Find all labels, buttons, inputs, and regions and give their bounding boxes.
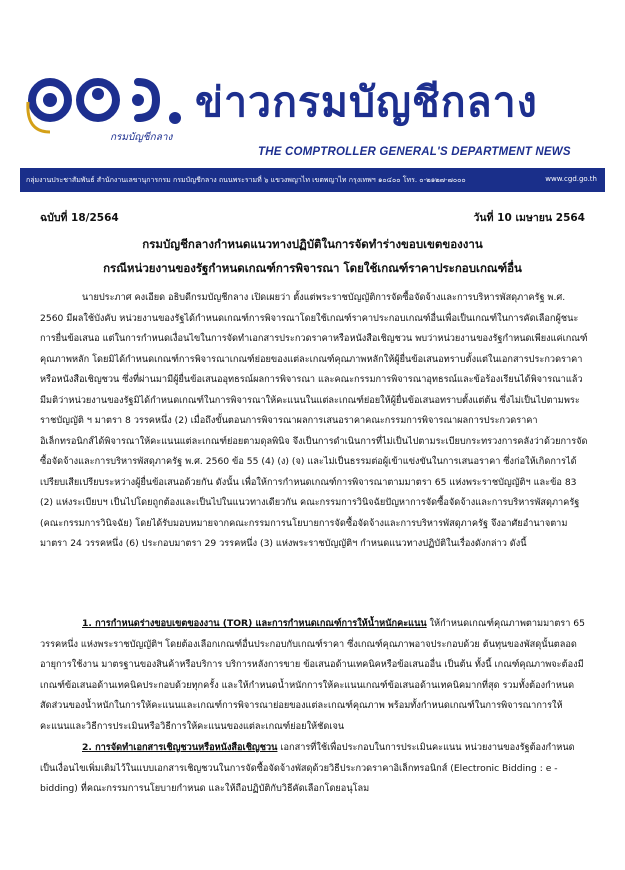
body-paragraph-3 — [40, 738, 588, 800]
issue-date: วันที่ 10 เมษายน 2564 — [473, 212, 585, 224]
anniversary-emblem-icon — [20, 60, 190, 140]
department-logo — [20, 60, 190, 160]
paragraph-text — [40, 614, 588, 737]
masthead-tagline: THE COMPTROLLER GENERAL'S DEPARTMENT NEWS — [258, 146, 571, 158]
headline-line-1: กรมบัญชีกลางกำหนดแนวทางปฏิบัติในการจัดทำร่างขอบเขตของงาน — [142, 237, 483, 251]
contact-band — [20, 168, 605, 192]
paragraph-text — [40, 738, 588, 800]
logo-subtitle: กรมบัญชีกลาง — [110, 132, 173, 143]
section-text: เอกสารที่ใช้เพื่อประกอบในการประเมินคะแนน หน่วยงานของรัฐต้องกำหนดเป็นเงื่อนไขเพิ่มเติมไว้ในแบบเอกสารเชิญชวนในการจัดซื้อจัดจ้างพัสดุด้วยวิธีประกวดราคาอิเล็กทรอนิกส์ (Electronic Bidding : e - bidding) ที่คณะกรรมการนโยบายกำหนด และให้ถือปฏิบัติกับวิธีคัดเลือกโดยอนุโลม — [40, 742, 575, 794]
contact-address: กลุ่มงานประชาสัมพันธ์ สำนักงานเลขานุการกรม กรมบัญชีกลาง ถนนพระรามที่ ๖ แขวงพญาไท เขตพญาไท กรุงเทพฯ ๑๐๔๐๐ โทร. ๐-๒๑๒๗-๗๐๐๐ — [26, 176, 466, 184]
headline-line-2: กรณีหน่วยงานของรัฐกำหนดเกณฑ์การพิจารณา โดยใช้เกณฑ์ราคาประกอบเกณฑ์อื่น — [103, 261, 522, 275]
section-heading: 2. การจัดทำเอกสารเชิญชวนหรือหนังสือเชิญชวน — [82, 742, 278, 753]
masthead-title: ข่าวกรมบัญชีกลาง — [195, 78, 538, 126]
section-heading: 1. การกำหนดร่างขอบเขตของงาน (TOR) และการกำหนดเกณฑ์การให้น้ำหนักคะแนน — [82, 618, 427, 629]
website-link[interactable]: www.cgd.go.th — [545, 175, 597, 183]
body-paragraph-1 — [40, 288, 588, 555]
paragraph-text: นายประภาศ คงเอียด อธิบดีกรมบัญชีกลาง เปิดเผยว่า ตั้งแต่พระราชบัญญัติการจัดซื้อจัดจ้างและการบริหารพัสดุภาครัฐ พ.ศ. 2560 มีผลใช้บังคับ หน่วยงานของรัฐได้กำหนดเกณฑ์การพิจารณาโดยใช้เกณฑ์ราคาประกอบเกณฑ์อื่นเพื่อเป็นเกณฑ์ในการคัดเลือกผู้ชนะการยื่นข้อเสนอ แต่ในการกำหนดเงื่อนไขในการจัดทำเอกสารประกวดราคาหรือหนังสือเชิญชวน พบว่าหน่วยงานของรัฐกำหนดเพียงแค่เกณฑ์คุณภาพหลัก โดยมิได้กำหนดเกณฑ์การพิจารณาเกณฑ์ย่อยของแต่ละเกณฑ์คุณภาพหลักให้ผู้ยื่นข้อเสนอทราบตั้งแต่ในเอกสารประกวดราคาหรือหนังสือเชิญชวน ซึ่งที่ผ่านมามีผู้ยื่นข้อเสนออุทธรณ์ผลการพิจารณา และคณะกรรมการพิจารณาอุทธรณ์และข้อร้องเรียนได้พิจารณาแล้วมีมติว่าหน่วยงานของรัฐมิได้กำหนดเกณฑ์ในการพิจารณาให้คะแนนในแต่ละเกณฑ์ย่อยให้ผู้ยื่นข้อเสนอทราบตั้งแต่ต้น ซึ่งไม่เป็นไปตามพระราชบัญญัติ ฯ มาตรา 8 วรรคหนึ่ง (2) เมื่อถึงขั้นตอนการพิจารณาผลการเสนอราคาคณะกรรมการพิจารณาผลการประกวดราคาอิเล็กทรอนิกส์ได้พิจารณาให้คะแนนแต่ละเกณฑ์ย่อยตามดุลพินิจ จึงเป็นการดำเนินการที่ไม่เป็นไปตามระเบียบกระทรวงการคลังว่าด้วยการจัดซื้อจัดจ้างและการบริหารพัสดุภาครัฐ พ.ศ. 2560 ข้อ 55 (4) (ง) (จ) และไม่เป็นธรรมต่อผู้เข้าแข่งขันในการเสนอราคา ซึ่งก่อให้เกิดการได้เปรียบเสียเปรียบระหว่างผู้ยื่นข้อเสนอด้วยกัน ดังนั้น เพื่อให้การกำหนดเกณฑ์การพิจารณาตามมาตรา 65 แห่งพระราชบัญญัติฯ และข้อ 83 (2) แห่งระเบียบฯ เป็นไปโดยถูกต้องและเป็นไปในแนวทางเดียวกัน คณะกรรมการวินิจฉัยปัญหาการจัดซื้อจัดจ้างและการบริหารพัสดุภาครัฐ (คณะกรรมการวินิจฉัย) โดยได้รับมอบหมายจากคณะกรรมการนโยบายการจัดซื้อจัดจ้างและการบริหารพัสดุภาครัฐ จึงอาศัยอำนาจตามมาตรา 24 วรรคหนึ่ง (6) ประกอบมาตรา 29 วรรคหนึ่ง (3) แห่งพระราชบัญญัติฯ กำหนดแนวทางปฏิบัติในเรื่องดังกล่าว ดังนี้ — [40, 292, 588, 549]
issue-number: ฉบับที่ 18/2564 — [40, 212, 119, 224]
section-text: ให้กำหนดเกณฑ์คุณภาพตามมาตรา 65 วรรคหนึ่ง แห่งพระราชบัญญัติฯ โดยต้องเลือกเกณฑ์อื่นประกอบกับเกณฑ์ราคา ซึ่งเกณฑ์คุณภาพอาจประกอบด้วย ต้นทุนของพัสดุนั้นตลอดอายุการใช้งาน มาตรฐานของสินค้าหรือบริการ บริการหลังการขาย ข้อเสนอด้านเทคนิคหรือข้อเสนออื่น เป็นต้น ทั้งนี้ เกณฑ์คุณภาพจะต้องมีเกณฑ์ข้อเสนอด้านเทคนิคประกอบด้วยทุกครั้ง และให้กำหนดน้ำหนักการให้คะแนนเกณฑ์ข้อเสนอด้านเทคนิคมากที่สุด รวมทั้งต้องกำหนดสัดส่วนของน้ำหนักในการให้คะแนนและเกณฑ์การพิจารณาย่อยของแต่ละเกณฑ์คุณภาพ พร้อมทั้งกำหนดเกณฑ์ในการพิจารณาการให้คะแนนและวิธีการประเมินหรือวิธีการให้คะแนนของแต่ละเกณฑ์ย่อยให้ชัดเจน — [40, 618, 585, 732]
body-paragraph-2 — [40, 614, 588, 737]
